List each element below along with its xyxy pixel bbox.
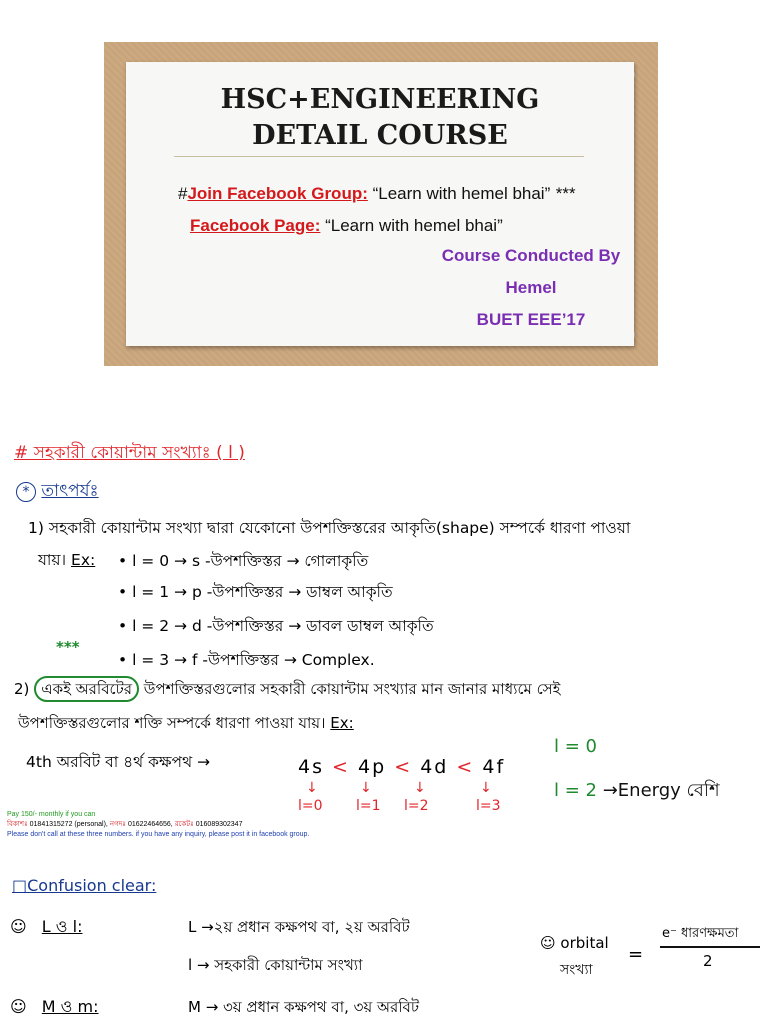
down-arrow-icon: ↓ xyxy=(360,780,372,796)
asterisk-circle-icon: * xyxy=(16,482,36,502)
stars-mark: *** xyxy=(554,184,575,203)
l-value-4d: l=2 xyxy=(404,798,429,814)
orbital-word: orbital xyxy=(560,934,609,952)
hash-mark: # xyxy=(178,184,188,203)
meaning-row xyxy=(16,478,99,506)
row-l-value: • l = 2 xyxy=(118,617,170,635)
less-than: < xyxy=(456,756,475,778)
smiley-icon: ☺ xyxy=(540,934,556,952)
course-banner xyxy=(104,42,658,366)
arrow-icon: → xyxy=(174,552,188,570)
banner-title-line1: HSC+ENGINEERING xyxy=(220,84,540,115)
smiley-icon: ☺ xyxy=(10,997,27,1016)
item1-label-row xyxy=(10,914,82,941)
row-subshell: s -উপশক্তিস্তর xyxy=(191,552,282,570)
fb-page-value: “Learn with hemel bhai” xyxy=(320,216,503,235)
banner-card xyxy=(126,62,634,346)
down-arrow-icon: ↓ xyxy=(306,780,318,796)
point2-number: 2) xyxy=(14,680,30,698)
payment-note xyxy=(7,810,309,840)
arrow-icon: → xyxy=(174,651,188,669)
l-value-4f: l=3 xyxy=(476,798,501,814)
point1-end: যায়। xyxy=(38,551,67,569)
rocket-number: 016089302347 xyxy=(193,821,243,828)
point2-line2 xyxy=(18,712,354,737)
side-energy xyxy=(554,776,720,807)
arrow-icon: → xyxy=(174,617,188,635)
subshell-order xyxy=(298,756,505,778)
orbit-line: 4th অরবিট বা ৪র্থ কক্ষপথ → xyxy=(26,753,211,771)
down-arrow-icon: ↓ xyxy=(480,780,492,796)
bkash-label: বিকাশঃ xyxy=(7,821,28,828)
row-l-value: • l = 0 xyxy=(118,552,170,570)
point2-rest: উপশক্তিস্তরগুলোর সহকারী কোয়ান্টাম সংখ্যার মান জানার মাধ্যমে সেই xyxy=(139,680,561,698)
row-subshell: f -উপশক্তিস্তর xyxy=(191,651,279,669)
row-shape: → ডাবল ডাম্বল আকৃতি xyxy=(288,617,434,635)
smiley-icon: ☺ xyxy=(10,917,27,936)
point1-line1: 1) সহকারী কোয়ান্টাম সংখ্যা দ্বারা যেকোনো উপশক্তিস্তরের আকৃতি(shape) সম্পর্কে ধারণা পাওয়া xyxy=(28,519,631,537)
rocket-label: রকেটঃ xyxy=(174,821,194,828)
item2-label-row xyxy=(10,994,99,1021)
pay-line2 xyxy=(7,820,309,830)
arrow-icon: → xyxy=(174,583,188,601)
less-than: < xyxy=(332,756,350,778)
point2-line1 xyxy=(14,678,560,703)
energy-note: →Energy বেশি xyxy=(602,780,720,801)
row-l1 xyxy=(118,580,393,606)
ex-label: Ex: xyxy=(330,714,354,732)
row-shape: → ডাম্বল আকৃতি xyxy=(288,583,393,601)
teacher-name: Hemel xyxy=(505,278,557,297)
side-l2: l = 2 xyxy=(554,780,597,801)
item2-line1: M → ৩য় প্রধান কক্ষপথ বা, ৩য় অরবিট xyxy=(188,998,420,1016)
fb-group-line xyxy=(178,184,575,204)
banner-title-line2: DETAIL COURSE xyxy=(252,120,508,151)
nagad-number: 01622464656, xyxy=(126,821,175,828)
subshell-4f: 4f xyxy=(482,756,506,778)
row-l0 xyxy=(118,549,368,575)
fb-group-label: Join Facebook Group: xyxy=(187,184,368,203)
orbital-count-label: সংখ্যা xyxy=(560,962,593,978)
point2-circled: একই অরবিটের xyxy=(34,676,139,702)
less-than: < xyxy=(394,756,413,778)
row-shape: → গোলাকৃতি xyxy=(286,552,369,570)
row-l-value: • l = 3 xyxy=(118,651,170,669)
fb-page-label: Facebook Page: xyxy=(190,216,321,235)
fb-page-line xyxy=(190,216,503,236)
orbital-label xyxy=(540,934,609,952)
bkash-number: 01841315272 (personal), xyxy=(27,821,110,828)
subshell-4d: 4d xyxy=(420,756,449,778)
side-l0: l = 0 xyxy=(554,736,597,757)
fb-group-value: “Learn with hemel bhai” xyxy=(367,184,555,203)
row-l-value: • l = 1 xyxy=(118,583,170,601)
meaning-label: তাৎপর্যঃ xyxy=(41,481,99,501)
item1-line2: l → সহকারী কোয়ান্টাম সংখ্যা xyxy=(188,956,363,974)
fraction-bar xyxy=(660,946,760,948)
row-l2 xyxy=(118,614,434,640)
row-l3 xyxy=(118,648,375,674)
nagad-label: নগদঃ xyxy=(109,821,127,828)
institution: BUET EEE’17 xyxy=(476,310,586,329)
pay-line1: Pay 150/- monthly if you can xyxy=(7,811,96,818)
l-value-4p: l=1 xyxy=(356,798,381,814)
l-value-4s: l=0 xyxy=(298,798,323,814)
subshell-4s: 4s xyxy=(298,756,324,778)
fraction-numerator: e⁻ ধারণক্ষমতা xyxy=(662,926,739,941)
ex-label: Ex: xyxy=(71,551,96,569)
stars-note: *** xyxy=(56,638,80,656)
item2-label: M ও m: xyxy=(41,997,99,1016)
subshell-4p: 4p xyxy=(358,756,387,778)
point2-text: উপশক্তিস্তরগুলোর শক্তি সম্পর্কে ধারণা পাওয়া যায়। xyxy=(18,714,326,732)
row-shape: → Complex. xyxy=(283,651,375,669)
row-subshell: d -উপশক্তিস্তর xyxy=(191,617,284,635)
conducted-by: Course Conducted By xyxy=(441,246,621,265)
point1-line2 xyxy=(38,548,95,574)
row-subshell: p -উপশক্তিস্তর xyxy=(191,583,284,601)
title-divider xyxy=(174,156,584,157)
equals-sign: = xyxy=(628,944,644,965)
fraction-denominator: 2 xyxy=(703,952,713,970)
item1-label: L ও l: xyxy=(41,917,83,936)
confusion-heading: □Confusion clear: xyxy=(12,876,157,895)
down-arrow-icon: ↓ xyxy=(414,780,426,796)
pay-line3: Please don't call at these three numbers. if you have any inquiry, please post it in facebook group. xyxy=(7,831,310,838)
item1-line1: L →২য় প্রধান কক্ষপথ বা, ২য় অরবিট xyxy=(188,918,410,936)
section-heading: # সহকারী কোয়ান্টাম সংখ্যাঃ ( l ) xyxy=(14,443,245,463)
